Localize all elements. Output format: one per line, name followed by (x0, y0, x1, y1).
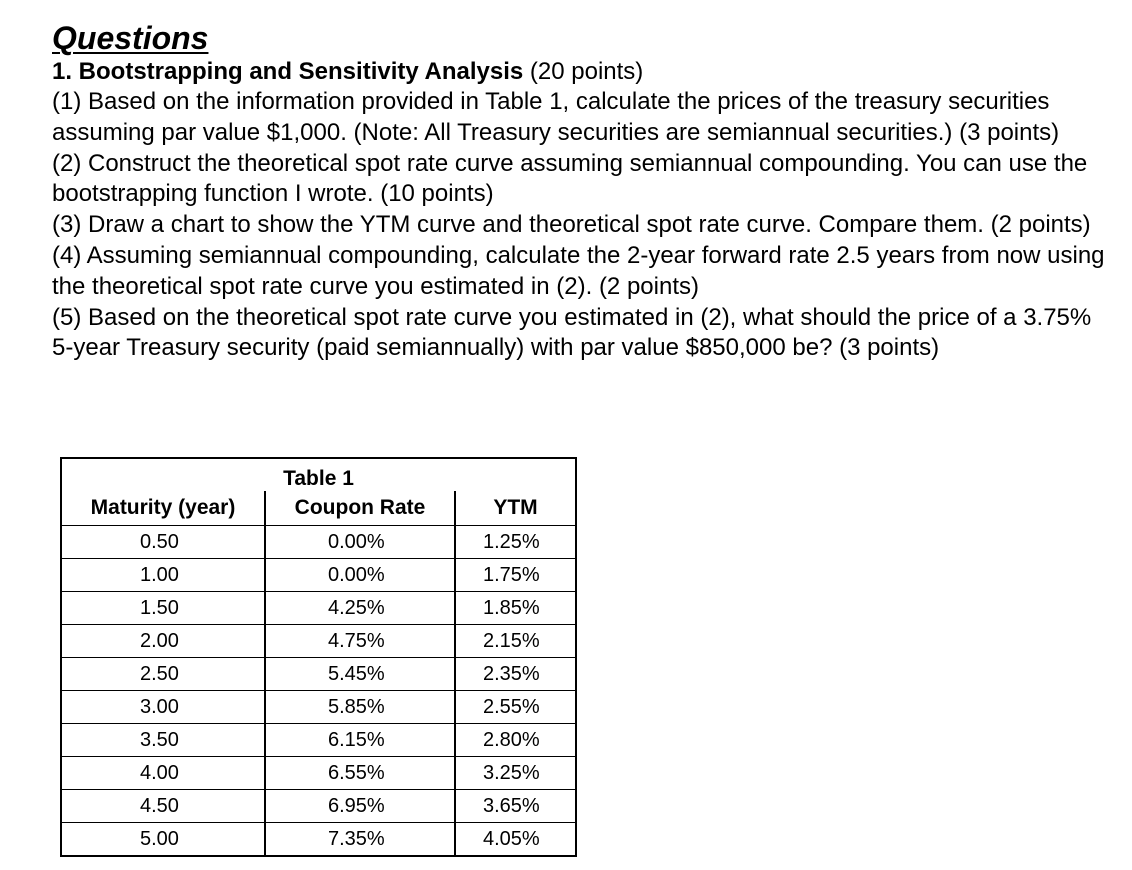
cell-coupon-rate: 5.45% (265, 658, 455, 691)
cell-ytm: 2.80% (455, 724, 576, 757)
cell-ytm: 1.85% (455, 592, 576, 625)
table-row (61, 691, 576, 724)
cell-coupon-rate: 6.95% (265, 790, 455, 823)
cell-coupon-rate: 0.00% (265, 526, 455, 559)
cell-maturity: 0.50 (61, 526, 265, 559)
problem-points: (20 points) (529, 58, 644, 85)
cell-ytm: 2.55% (455, 691, 576, 724)
table-row (61, 592, 576, 625)
cell-coupon-rate: 6.15% (265, 724, 455, 757)
table-row (61, 625, 576, 658)
table-body (61, 526, 576, 857)
cell-maturity: 1.50 (61, 592, 265, 625)
cell-maturity: 4.00 (61, 757, 265, 790)
table-row (61, 724, 576, 757)
cell-ytm: 3.25% (455, 757, 576, 790)
cell-ytm: 2.15% (455, 625, 576, 658)
table-caption: Table 1 (283, 467, 354, 490)
question-part-5: (5) Based on the theoretical spot rate curve you estimated in (2), what should the price of a 3.75% 5-year Treasury security (paid semiannually) with par value $850,000 be? (3 points) (52, 303, 1092, 362)
page-heading: Questions (52, 20, 209, 56)
table-row (61, 790, 576, 823)
cell-coupon-rate: 0.00% (265, 559, 455, 592)
question-part-4: (4) Assuming semiannual compounding, calculate the 2-year forward rate 2.5 years from now using the theoretical spot rate curve you estimated in (2). (2 points) (52, 241, 1105, 300)
table-row (61, 658, 576, 691)
problem-title: 1. Bootstrapping and Sensitivity Analysis (52, 58, 524, 85)
cell-ytm: 4.05% (455, 823, 576, 857)
cell-maturity: 3.00 (61, 691, 265, 724)
cell-maturity: 2.00 (61, 625, 265, 658)
cell-ytm: 1.75% (455, 559, 576, 592)
cell-coupon-rate: 5.85% (265, 691, 455, 724)
question-part-2: (2) Construct the theoretical spot rate curve assuming semiannual compounding. You can use the bootstrapping function I wrote. (10 points) (52, 149, 1088, 208)
table-row (61, 757, 576, 790)
question-part-3: (3) Draw a chart to show the YTM curve and theoretical spot rate curve. Compare them. (2 points) (52, 211, 1091, 239)
header-ytm: YTM (455, 491, 576, 526)
question-part-1: (1) Based on the information provided in Table 1, calculate the prices of the treasury securities assuming par value $1,000. (Note: All Treasury securities are semiannual securities.) (3 points) (52, 88, 1060, 146)
cell-coupon-rate: 4.75% (265, 625, 455, 658)
cell-ytm: 1.25% (455, 526, 576, 559)
table-header-row (61, 491, 576, 526)
cell-coupon-rate: 6.55% (265, 757, 455, 790)
problem-title-line (52, 56, 1112, 87)
cell-maturity: 3.50 (61, 724, 265, 757)
cell-coupon-rate: 7.35% (265, 823, 455, 857)
table-caption-row (61, 458, 576, 491)
cell-maturity: 2.50 (61, 658, 265, 691)
document-page (52, 20, 1112, 364)
cell-maturity: 1.00 (61, 559, 265, 592)
table-row (61, 559, 576, 592)
table-1-container (60, 457, 577, 857)
cell-ytm: 2.35% (455, 658, 576, 691)
table-row (61, 526, 576, 559)
table-row (61, 823, 576, 857)
cell-ytm: 3.65% (455, 790, 576, 823)
header-maturity: Maturity (year) (90, 496, 236, 519)
cell-coupon-rate: 4.25% (265, 592, 455, 625)
cell-maturity: 5.00 (61, 823, 265, 857)
cell-maturity: 4.50 (61, 790, 265, 823)
treasury-table (60, 457, 577, 857)
header-coupon-rate: Coupon Rate (265, 491, 455, 526)
